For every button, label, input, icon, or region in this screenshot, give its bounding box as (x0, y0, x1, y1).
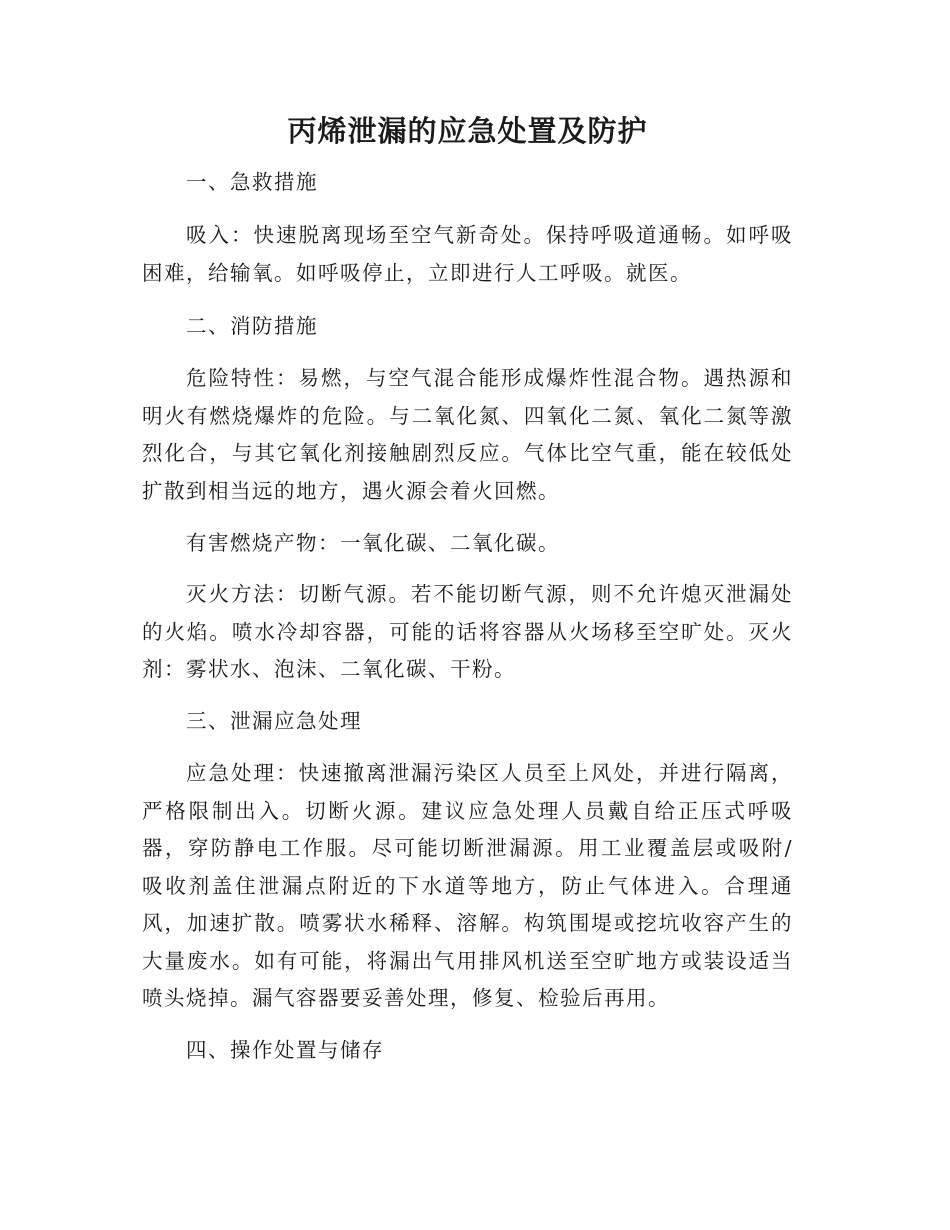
section-heading-fire-fighting: 二、消防措施 (186, 314, 318, 338)
paragraph-hazard-characteristics: 危险特性：易燃，与空气混合能形成爆炸性混合物。遇热源和明火有燃烧爆炸的危险。与二氧化氮、四氧化二氮、氧化二氮等激烈化合，与其它氧化剂接触剧烈反应。气体比空气重，能在较低处扩散到相当远的地方，遇火源会着火回燃。 (142, 366, 793, 503)
paragraph-emergency-handling: 应急处理：快速撤离泄漏污染区人员至上风处，并进行隔离，严格限制出入。切断火源。建议应急处理人员戴自给正压式呼吸器，穿防静电工作服。尽可能切断泄漏源。用工业覆盖层或吸附/ 吸收剂盖住泄漏点附近的下水道等地方，防止气体进入。合理通风，加速扩散。喷雾状水稀释、溶解。构筑围堤或挖坑收容产生的大量废水。如有可能，将漏出气用排风机送至空旷地方或装设适当喷头烧掉。漏气容器要妥善处理，修复、检验后再用。 (142, 761, 793, 1010)
section-heading-leak-response: 三、泄漏应急处理 (186, 709, 362, 733)
page-title: 丙烯泄漏的应急处置及防护 (287, 114, 648, 148)
paragraph-combustion-products: 有害燃烧产物：一氧化碳、二氧化碳。 (186, 531, 560, 555)
paragraph-inhalation: 吸入：快速脱离现场至空气新奇处。保持呼吸道通畅。如呼吸困难，给输氧。如呼吸停止，立即进行人工呼吸。就医。 (142, 223, 793, 285)
paragraph-extinguishing-method: 灭火方法：切断气源。若不能切断气源，则不允许熄灭泄漏处的火焰。喷水冷却容器，可能的话将容器从火场移至空旷处。灭火剂：雾状水、泡沫、二氧化碳、干粉。 (142, 582, 793, 681)
section-heading-first-aid: 一、急救措施 (186, 170, 318, 194)
section-heading-handling-storage: 四、操作处置与储存 (186, 1038, 384, 1062)
